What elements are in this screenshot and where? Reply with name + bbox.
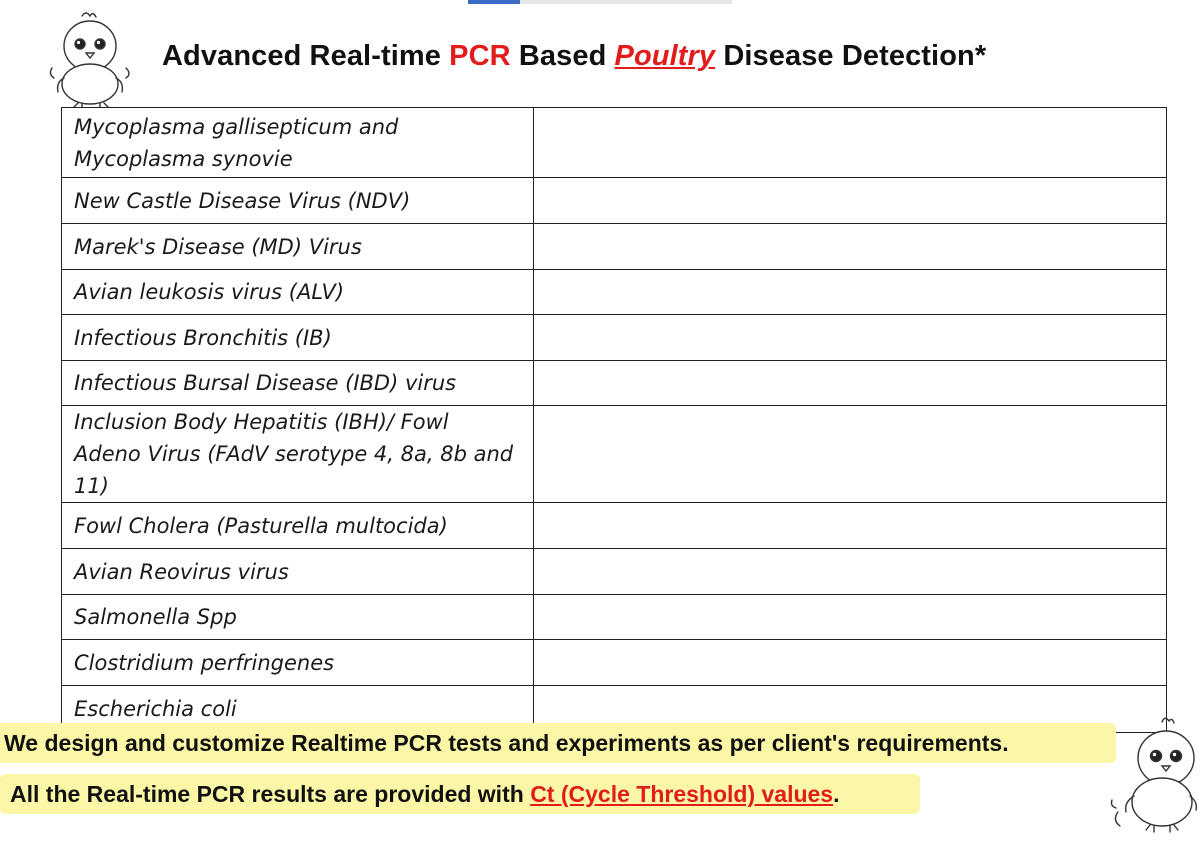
table-row [62,108,1167,178]
table-row [62,640,1167,686]
note-ct-suffix: . [833,781,840,807]
table-row [62,178,1167,224]
result-cell [534,595,1167,640]
result-cell [534,315,1167,361]
result-cell [534,224,1167,270]
note-customize [0,723,1116,763]
disease-name: Escherichia coli [62,686,534,733]
title-poultry: Poultry [614,40,716,72]
result-cell [534,178,1167,224]
result-cell [534,361,1167,406]
disease-name: Marek's Disease (MD) Virus [62,224,534,270]
disease-table [61,107,1167,733]
table-row [62,595,1167,640]
ct-values-link[interactable]: Ct (Cycle Threshold) values [530,781,834,807]
result-cell [534,406,1167,503]
chick-icon [44,8,136,108]
page-title [162,40,986,73]
title-part-1: Advanced Real-time [162,40,450,72]
disease-name: Salmonella Spp [62,595,534,640]
note-ct-prefix: All the Real-time PCR results are provided with [10,781,531,807]
title-part-5: Disease Detection* [715,40,987,72]
disease-name: New Castle Disease Virus (NDV) [62,178,534,224]
table-row [62,549,1167,595]
result-cell [534,503,1167,549]
disease-name: Avian Reovirus virus [62,549,534,595]
disease-name: Mycoplasma gallisepticum and Mycoplasma synovie [62,108,534,178]
result-cell [534,549,1167,595]
disease-name: Infectious Bursal Disease (IBD) virus [62,361,534,406]
table-row [62,503,1167,549]
note-ct-values [0,774,920,814]
disease-name: Avian leukosis virus (ALV) [62,270,534,315]
disease-name: Inclusion Body Hepatitis (IBH)/ Fowl Adeno Virus (FAdV serotype 4, 8a, 8b and 11) [62,406,534,503]
result-cell [534,640,1167,686]
note-customize-text: We design and customize Realtime PCR tests and experiments as per client's requirements. [4,730,1009,756]
top-scroll-indicator-accent [468,0,520,4]
disease-name: Fowl Cholera (Pasturella multocida) [62,503,534,549]
top-scroll-indicator [468,0,732,4]
disease-name: Infectious Bronchitis (IB) [62,315,534,361]
table-row [62,315,1167,361]
result-cell [534,270,1167,315]
table-row [62,270,1167,315]
table-row [62,361,1167,406]
disease-name: Clostridium perfringenes [62,640,534,686]
result-cell [534,108,1167,178]
chick-icon [1108,712,1198,834]
title-part-3: Based [510,40,615,72]
table-row [62,406,1167,503]
title-pcr: PCR [449,40,511,72]
table-row [62,224,1167,270]
